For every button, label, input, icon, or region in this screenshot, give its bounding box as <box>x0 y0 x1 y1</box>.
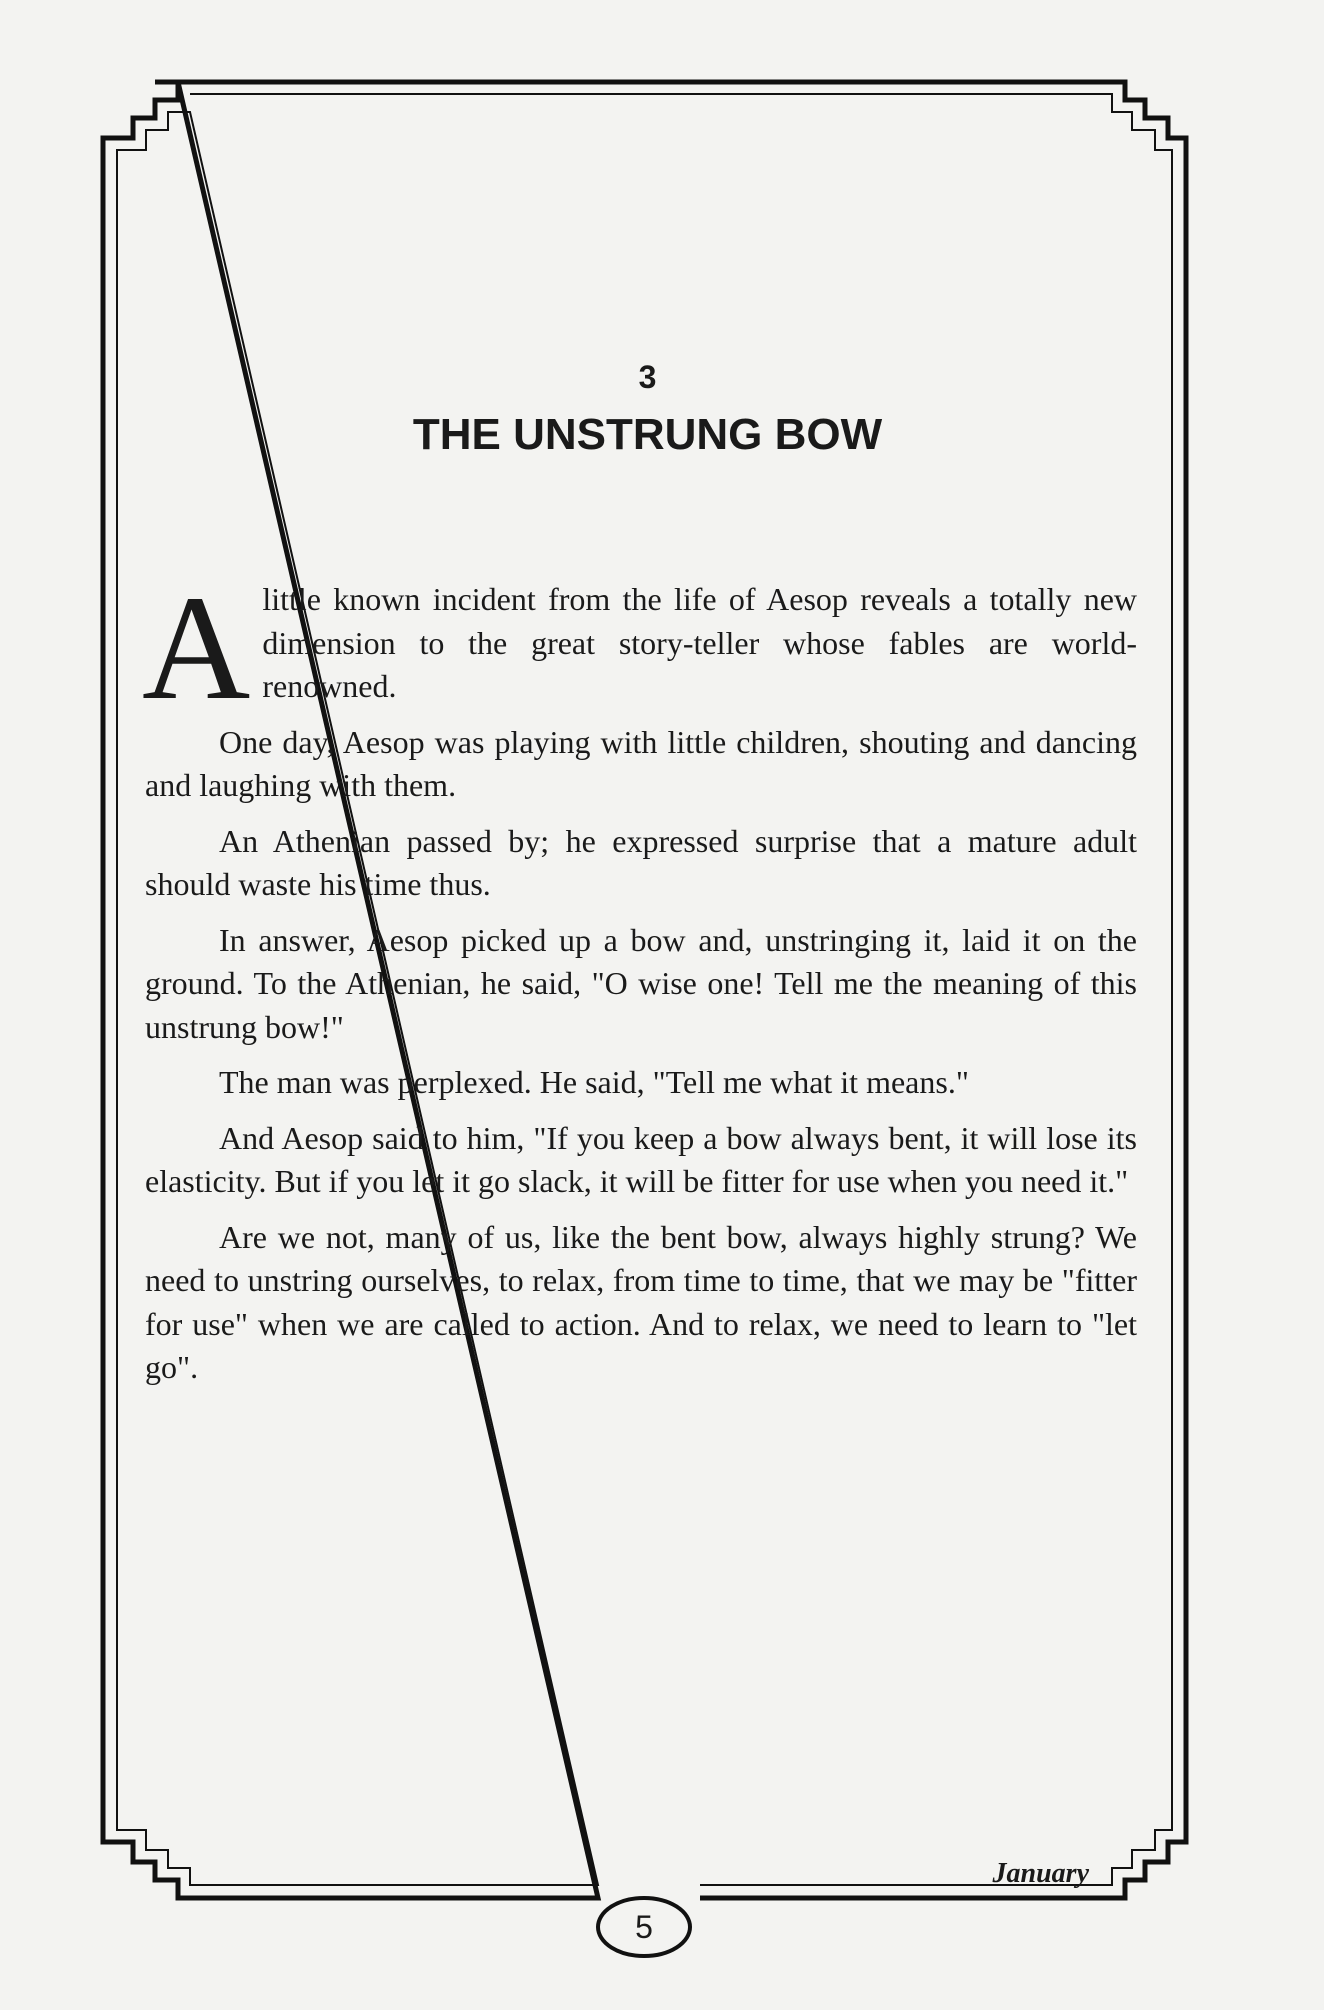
paragraph: In answer, Aesop picked up a bow and, unstringing it, laid it on the ground. To the Athenian, he said, "O wise one! Tell me the meaning of this unstrung bow!" <box>145 921 1137 1045</box>
paragraph: Are we not, many of us, like the bent bow, always highly strung? We need to unstring ourselves, to relax, from time to time, that we may be "fitter for use" when we are called to action. And to relax, we need to learn to "let go". <box>145 1218 1137 1385</box>
page-number: 5 <box>635 1909 653 1945</box>
paragraph: Alittle known incident from the life of Aesop reveals a totally new dimension to the great story-teller whose fables are world-renowned. <box>142 565 1137 731</box>
paragraph: An Athenian passed by; he expressed surprise that a mature adult should waste his time thus. <box>145 822 1137 902</box>
chapter-title: THE UNSTRUNG BOW <box>412 410 883 459</box>
chapter-number: 3 <box>638 359 657 395</box>
paragraph: And Aesop said to him, "If you keep a bow always bent, it will lose its elasticity. But if you let it go slack, it will be fitter for use when you need it." <box>145 1119 1137 1199</box>
story-text <box>142 565 1137 1402</box>
paragraph: One day, Aesop was playing with little children, shouting and dancing and laughing with them. <box>145 723 1137 803</box>
drop-cap: A <box>142 565 251 731</box>
footer-month: January <box>992 1858 1089 1889</box>
paragraph: The man was perplexed. He said, "Tell me what it means." <box>219 1064 969 1100</box>
